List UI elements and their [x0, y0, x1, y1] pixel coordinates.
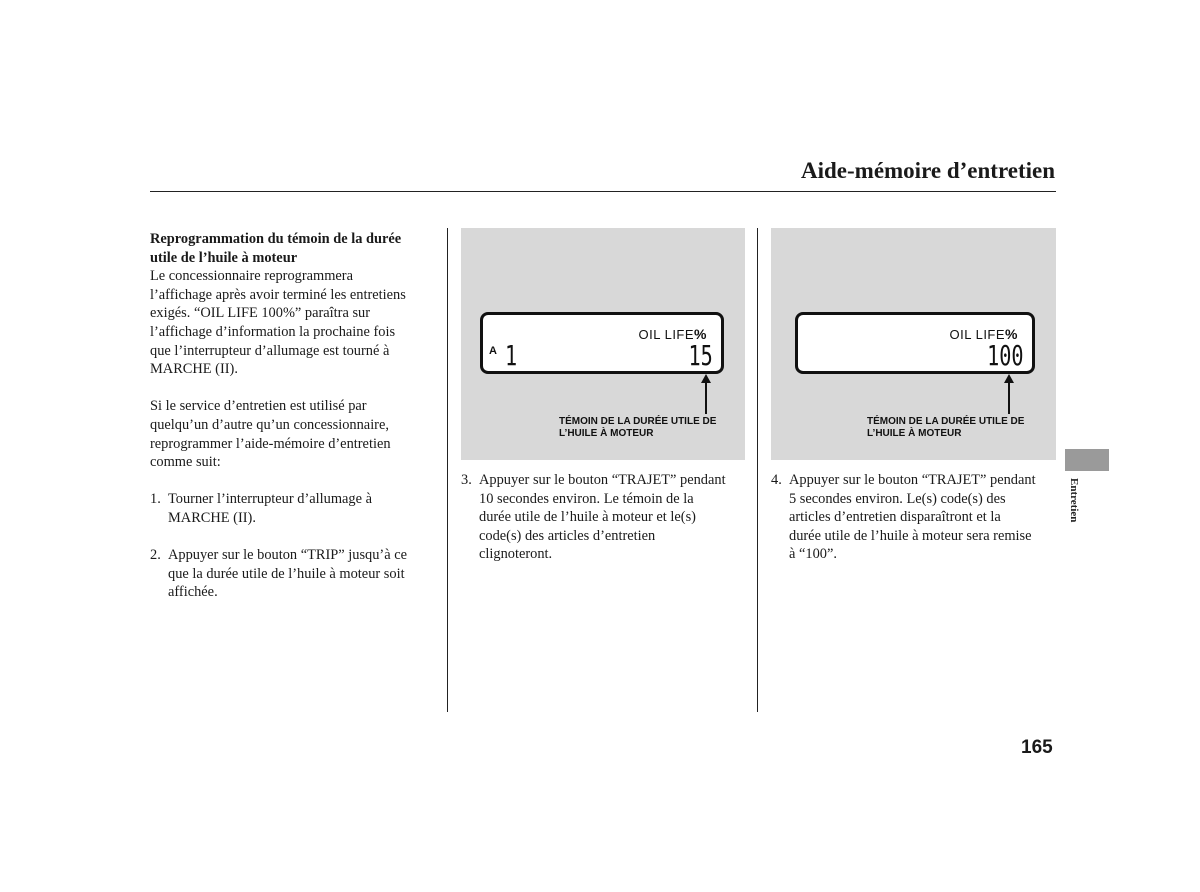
- p2-line: reprogrammer l’aide-mémoire d’entretien: [150, 435, 391, 452]
- heading-line-2: utile de l’huile à moteur: [150, 249, 298, 266]
- p2-line: Si le service d’entretien est utilisé par: [150, 398, 367, 415]
- p1-line: que l’interrupteur d’allumage est tourné à: [150, 342, 390, 359]
- step-line: Appuyer sur le bouton “TRAJET” pendant: [789, 472, 1036, 488]
- step-text: [168, 546, 440, 602]
- p1-line: l’affichage après avoir terminé les entretiens: [150, 286, 406, 303]
- step-3: [461, 471, 745, 564]
- step-line: MARCHE (II).: [168, 509, 256, 526]
- step-number: 4.: [771, 472, 782, 488]
- page-number: 165: [1021, 737, 1053, 758]
- step-text: [168, 490, 440, 527]
- lcd-display: [480, 312, 724, 374]
- oil-life-text: OIL LIFE: [638, 327, 695, 342]
- step-line: 10 secondes environ. Le témoin de la: [479, 490, 694, 507]
- indicator-a: A: [489, 345, 497, 357]
- step-line: Appuyer sur le bouton “TRAJET” pendant: [479, 472, 726, 488]
- section-tab: [1065, 449, 1109, 471]
- p1-line: exigés. “OIL LIFE 100%” paraîtra sur: [150, 305, 371, 322]
- p2-line: comme suit:: [150, 454, 221, 471]
- step-line: Appuyer sur le bouton “TRIP” jusqu’à ce: [168, 547, 407, 564]
- pointer-arrow-line: [705, 382, 707, 414]
- step-line: durée utile de l’huile à moteur sera remise: [789, 527, 1032, 544]
- p1-line: l’affichage d’information la prochaine fois: [150, 323, 396, 340]
- step-line: articles d’entretien disparaîtront et la: [789, 509, 1001, 526]
- step-line: Tourner l’interrupteur d’allumage à: [168, 491, 372, 508]
- caption-line: L’HUILE À MOTEUR: [867, 428, 962, 439]
- oil-life-value: 15: [688, 339, 713, 372]
- step-1: [150, 490, 440, 527]
- p1-line: MARCHE (II).: [150, 361, 238, 378]
- caption-line: TÉMOIN DE LA DURÉE UTILE DE: [867, 416, 1025, 427]
- pointer-arrow-line: [1008, 382, 1010, 414]
- step-line: clignoteront.: [479, 546, 553, 563]
- percent-symbol: %: [1005, 326, 1018, 342]
- figure-oil-life-15: [461, 228, 745, 460]
- column-3: [771, 471, 1061, 564]
- step-line: à “100”.: [789, 546, 837, 563]
- page-header-title: Aide-mémoire d’entretien: [801, 158, 1055, 183]
- step-line: code(s) des articles d’entretien: [479, 527, 656, 544]
- section-heading: [150, 230, 440, 267]
- percent-symbol: %: [694, 326, 707, 342]
- oil-life-text: OIL LIFE: [949, 327, 1006, 342]
- caption-line: TÉMOIN DE LA DURÉE UTILE DE: [559, 416, 717, 427]
- step-number: 1.: [150, 491, 161, 508]
- figure-caption: [867, 416, 1024, 440]
- column-divider-right: [757, 228, 758, 712]
- oil-life-value: 100: [987, 339, 1024, 372]
- p1-line: Le concessionnaire reprogrammera: [150, 268, 353, 285]
- step-line: durée utile de l’huile à moteur et le(s): [479, 509, 696, 526]
- step-2: [150, 546, 440, 602]
- p2-line: quelqu’un d’autre qu’un concessionnaire,: [150, 416, 389, 433]
- code-digit: 1: [505, 339, 518, 372]
- step-line: 5 secondes environ. Le(s) code(s) des: [789, 490, 1006, 507]
- paragraph-2: [150, 397, 440, 471]
- column-1: [150, 230, 440, 602]
- figure-oil-life-100: [771, 228, 1056, 460]
- figure-caption: [559, 416, 716, 440]
- step-line: que la durée utile de l’huile à moteur soit: [168, 565, 405, 582]
- step-number: 3.: [461, 472, 472, 488]
- section-label: Entretien: [1068, 478, 1080, 523]
- column-2: [461, 471, 745, 564]
- column-divider-left: [447, 228, 448, 712]
- lcd-display: [795, 312, 1035, 374]
- caption-line: L’HUILE À MOTEUR: [559, 428, 654, 439]
- step-line: affichée.: [168, 584, 218, 601]
- step-text: [479, 471, 745, 564]
- step-text: [789, 471, 1061, 564]
- step-number: 2.: [150, 547, 161, 564]
- heading-line-1: Reprogrammation du témoin de la durée: [150, 231, 402, 247]
- header-rule: [150, 191, 1056, 192]
- paragraph-1: [150, 267, 440, 379]
- step-4: [771, 471, 1061, 564]
